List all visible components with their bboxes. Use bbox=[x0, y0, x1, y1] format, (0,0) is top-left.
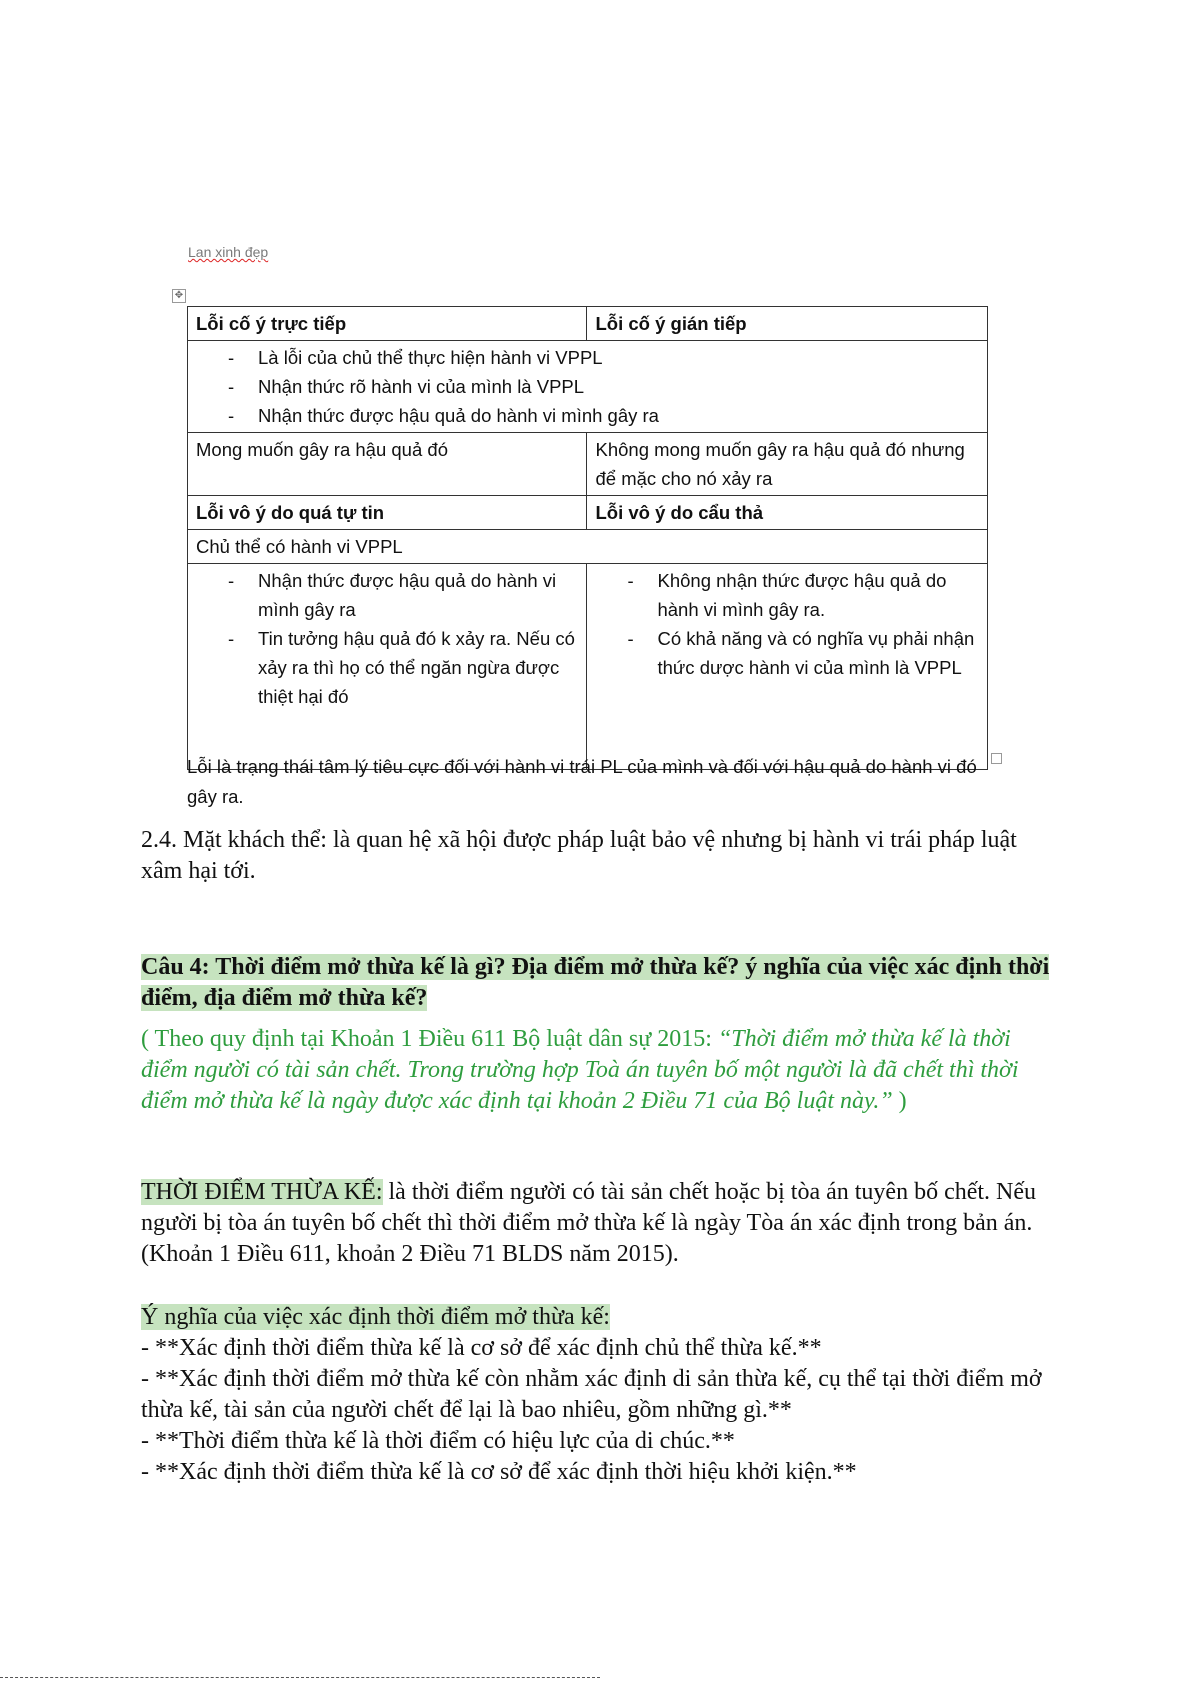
table-resize-handle[interactable] bbox=[991, 753, 1002, 764]
fault-comparison-table bbox=[187, 306, 988, 770]
overconfidence-list bbox=[196, 566, 578, 711]
negligence-cell bbox=[587, 564, 988, 770]
header-negligence: Lỗi vô ý do cẩu thả bbox=[587, 496, 988, 530]
list-item: - Tin tưởng hậu quả đó k xảy ra. Nếu có xảy ra thì họ có thể ngăn ngừa được thiệt hại đó bbox=[196, 624, 578, 711]
overconfidence-cell bbox=[188, 564, 587, 770]
common-intent-list bbox=[196, 343, 979, 430]
table-row bbox=[188, 341, 988, 433]
doc-caption bbox=[188, 244, 268, 260]
common-negligence-cell: Chủ thể có hành vi VPPL bbox=[188, 530, 988, 564]
desire-indirect-cell: Không mong muốn gây ra hậu quả đó nhưng để mặc cho nó xảy ra bbox=[587, 433, 988, 496]
table-row bbox=[188, 496, 988, 530]
list-item: - Nhận thức được hậu quả do hành vi mình gây ra bbox=[196, 401, 979, 430]
header-indirect-intent: Lỗi cố ý gián tiếp bbox=[587, 307, 988, 341]
negligence-list bbox=[595, 566, 979, 682]
legal-citation bbox=[141, 1024, 1051, 1117]
desire-direct-cell: Mong muốn gây ra hậu quả đó bbox=[188, 433, 587, 496]
list-item: - Không nhận thức được hậu quả do hành vi mình gây ra. bbox=[595, 566, 979, 624]
question-heading bbox=[141, 952, 1051, 1014]
list-item: - Là lỗi của chủ thể thực hiện hành vi VPPL bbox=[196, 343, 979, 372]
header-direct-intent: Lỗi cố ý trực tiếp bbox=[188, 307, 587, 341]
question-text: Câu 4: Thời điểm mở thừa kế là gì? Địa điểm mở thừa kế? ý nghĩa của việc xác định thời điểm, địa điểm mở thừa kế? bbox=[141, 954, 1050, 1011]
list-item: - **Thời điểm thừa kế là thời điểm có hiệu lực của di chúc.** bbox=[141, 1428, 735, 1454]
citation-suffix: ) bbox=[892, 1088, 907, 1114]
meaning-heading: Ý nghĩa của việc xác định thời điểm mở thừa kế: bbox=[141, 1304, 610, 1330]
common-intent-cell bbox=[188, 341, 988, 433]
citation-prefix: ( Theo quy định tại Khoản 1 Điều 611 Bộ luật dân sự 2015: bbox=[141, 1026, 718, 1052]
citation-quote: “Thời điểm mở thừa kế là thời điểm người có tài sản chết. Trong trường hợp Toà án tuyên bố một người là đã chết thì thời điểm mở thừa kế là ngày được xác định tại khoản 2 Điều 71 của Bộ luật này.” bbox=[141, 1026, 1019, 1114]
header-overconfidence: Lỗi vô ý do quá tự tin bbox=[188, 496, 587, 530]
list-item: - Nhận thức rõ hành vi của mình là VPPL bbox=[196, 372, 979, 401]
table-row bbox=[188, 307, 988, 341]
table-row bbox=[188, 433, 988, 496]
definition-text: là thời điểm người có tài sản chết hoặc bị tòa án tuyên bố chết. Nếu người bị tòa án tuyên bố chết thì thời điểm mở thừa kế là ngày Tòa án xác định trong bản án. (Khoản 1 Điều 611, khoản 2 Điều 71 BLDS năm 2015). bbox=[141, 1179, 1037, 1267]
table-move-handle-icon[interactable]: ✥ bbox=[172, 289, 186, 303]
list-item: - Có khả năng và có nghĩa vụ phải nhận thức dược hành vi của mình là VPPL bbox=[595, 624, 979, 682]
fault-definition-note: Lỗi là trạng thái tâm lý tiêu cực đối với hành vi trái PL của mình và đối với hậu quả do hành vi đó gây ra. bbox=[187, 756, 977, 807]
section-2-4: 2.4. Mặt khách thể: là quan hệ xã hội được pháp luật bảo vệ nhưng bị hành vi trái pháp luật xâm hại tới. bbox=[141, 827, 1017, 884]
list-item: - **Xác định thời điểm thừa kế là cơ sở để xác định thời hiệu khởi kiện.** bbox=[141, 1459, 857, 1485]
meaning-section bbox=[141, 1302, 1051, 1488]
list-item: - **Xác định thời điểm mở thừa kế còn nhằm xác định di sản thừa kế, cụ thể tại thời điểm mở thừa kế, tài sản của người chết để lại là bao nhiêu, gồm những gì.** bbox=[141, 1366, 1042, 1423]
page-footer-divider bbox=[0, 1677, 600, 1678]
definition-paragraph bbox=[141, 1177, 1051, 1270]
list-item: - Nhận thức được hậu quả do hành vi mình gây ra bbox=[196, 566, 578, 624]
list-item: - **Xác định thời điểm thừa kế là cơ sở để xác định chủ thể thừa kế.** bbox=[141, 1335, 822, 1361]
caption-text: Lan xinh đẹp bbox=[188, 244, 269, 260]
table-row bbox=[188, 564, 988, 770]
table-row bbox=[188, 530, 988, 564]
definition-term: THỜI ĐIỂM THỪA KẾ: bbox=[141, 1179, 383, 1205]
